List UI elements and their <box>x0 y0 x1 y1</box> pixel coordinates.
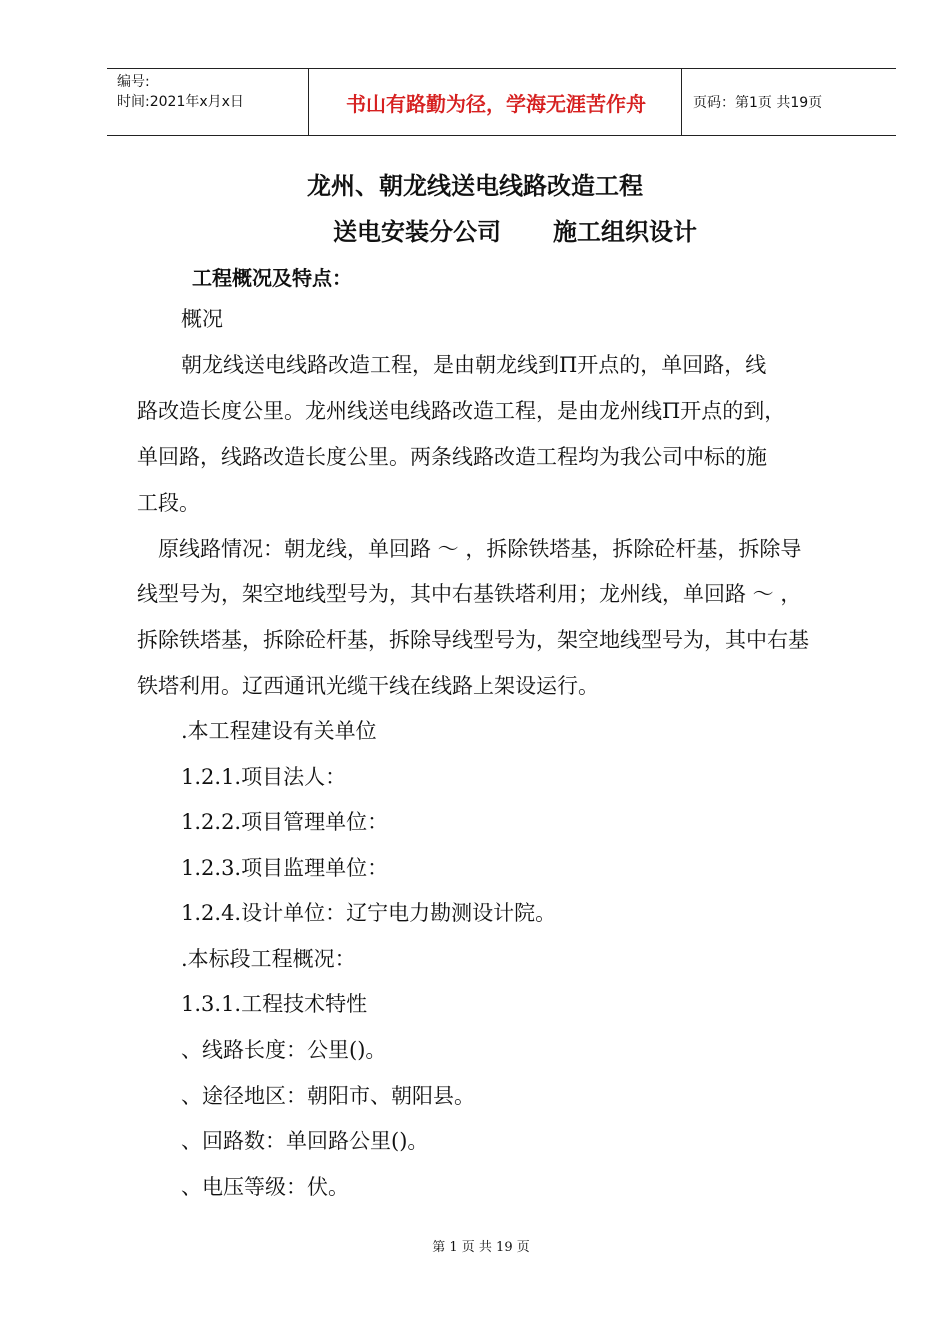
page-footer: 第 1 页 共 19 页 <box>432 1240 530 1255</box>
header-page-info: 页码：第1页 共19页 <box>693 95 823 111</box>
subtitle-doc-type: 施工组织设计 <box>553 218 697 246</box>
paragraph-line: .本标段工程概况： <box>181 947 356 971</box>
paragraph-line: 1.2.3.项目监理单位： <box>181 856 389 880</box>
header-top-rule <box>107 68 896 69</box>
header-bottom-rule <box>107 135 896 136</box>
page-header <box>107 68 896 136</box>
paragraph-line: 1.2.4.设计单位：辽宁电力勘测设计院。 <box>181 901 557 925</box>
paragraph-line: 铁塔利用。辽西通讯光缆干线在线路上架设运行。 <box>137 674 599 698</box>
paragraph-line: 线型号为，架空地线型号为，其中右基铁塔利用；龙州线，单回路 ～ ， <box>137 582 802 606</box>
paragraph-line: 、线路长度：公里()。 <box>181 1038 387 1062</box>
document-title: 龙州、朝龙线送电线路改造工程 <box>307 172 643 200</box>
paragraph-line: 朝龙线送电线路改造工程，是由朝龙线到Π开点的，单回路，线 <box>181 353 767 377</box>
number-label: 编号: <box>117 74 150 90</box>
motto: 书山有路勤为径，学海无涯苦作舟 <box>346 92 646 116</box>
paragraph-line: 原线路情况：朝龙线，单回路 ～ ，拆除铁塔基，拆除砼杆基，拆除导 <box>158 537 802 561</box>
paragraph-line: 工段。 <box>137 491 200 515</box>
paragraph-line: 、电压等级：伏。 <box>181 1175 349 1199</box>
time-label: 时间:2021年x月x日 <box>117 94 244 110</box>
paragraph-line: .本工程建设有关单位 <box>181 719 377 743</box>
paragraph-line: 拆除铁塔基，拆除砼杆基，拆除导线型号为，架空地线型号为，其中右基 <box>137 628 809 652</box>
subtitle-company: 送电安装分公司 <box>333 218 501 246</box>
paragraph-line: 、回路数：单回路公里()。 <box>181 1129 429 1153</box>
paragraph-line: 1.3.1.工程技术特性 <box>181 992 368 1016</box>
paragraph-line: 、途径地区：朝阳市、朝阳县。 <box>181 1084 475 1108</box>
paragraph-line: 1.2.1.项目法人： <box>181 765 347 789</box>
paragraph-line: 路改造长度公里。龙州线送电线路改造工程，是由龙州线Π开点的到， <box>137 399 786 423</box>
header-divider-1 <box>308 68 309 136</box>
paragraph-line: 1.2.2.项目管理单位： <box>181 810 389 834</box>
paragraph-line: 概况 <box>181 307 223 331</box>
document-subtitle <box>40 212 950 247</box>
section-heading: 工程概况及特点： <box>192 266 352 290</box>
header-meta <box>117 72 244 112</box>
paragraph-line: 单回路，线路改造长度公里。两条线路改造工程均为我公司中标的施 <box>137 445 767 469</box>
